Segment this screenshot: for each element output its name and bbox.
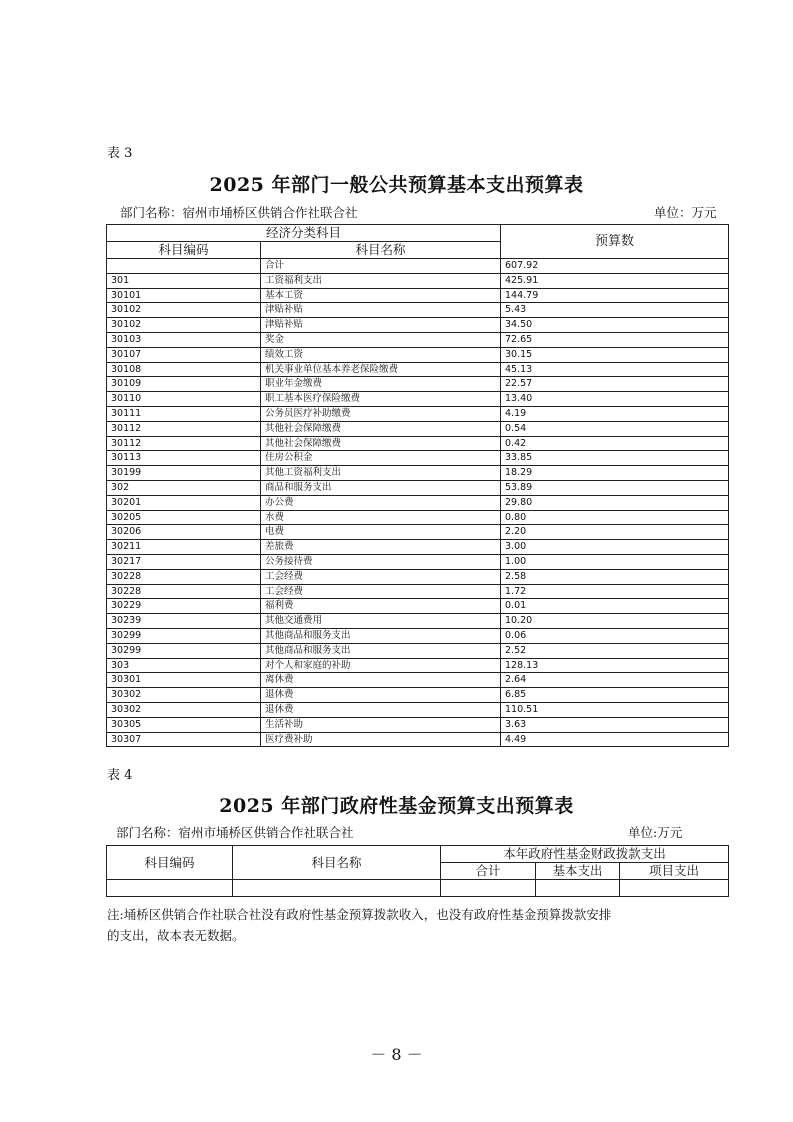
cell-amount: 13.40 [501,392,729,407]
cell-amount: 18.29 [501,466,729,481]
cell-name: 工会经费 [261,584,501,599]
t4-empty-cell [441,880,536,897]
cell-code: 30102 [107,318,261,333]
cell-name: 对个人和家庭的补助 [261,658,501,673]
cell-amount: 2.64 [501,673,729,688]
cell-amount: 0.54 [501,421,729,436]
table-row [107,702,729,717]
cell-code: 30302 [107,702,261,717]
cell-code: 30201 [107,495,261,510]
cell-amount: 128.13 [501,658,729,673]
header-subject-code: 科目编码 [107,242,261,259]
cell-name: 绩效工资 [261,347,501,362]
table-row [107,599,729,614]
cell-code: 303 [107,658,261,673]
cell-code: 30217 [107,554,261,569]
table-row [107,347,729,362]
cell-amount: 3.63 [501,717,729,732]
table-row [107,288,729,303]
t4-header-subject-name: 科目名称 [233,846,441,880]
cell-name: 其他工资福利支出 [261,466,501,481]
cell-amount: 22.57 [501,377,729,392]
page-number: － 8 － [370,1045,423,1064]
cell-amount: 5.43 [501,303,729,318]
table-row [107,332,729,347]
cell-name: 商品和服务支出 [261,480,501,495]
table-row [107,406,729,421]
table-row [107,421,729,436]
t4-header-total: 合计 [441,863,536,880]
cell-code: 30111 [107,406,261,421]
table3-department: 部门名称：宿州市埇桥区供销合作社联合社 [120,205,358,220]
cell-code: 30211 [107,540,261,555]
cell-code: 30206 [107,525,261,540]
table-row [107,614,729,629]
cell-code: 30299 [107,628,261,643]
table-row [107,259,729,274]
cell-name: 奖金 [261,332,501,347]
cell-name: 职业年金缴费 [261,377,501,392]
cell-name: 生活补助 [261,717,501,732]
table-row [107,466,729,481]
cell-amount: 607.92 [501,259,729,274]
cell-amount: 3.00 [501,540,729,555]
table-row [107,451,729,466]
cell-code: 30302 [107,688,261,703]
cell-name: 津贴补贴 [261,318,501,333]
t4-header-fund-expenditure: 本年政府性基金财政拨款支出 [441,846,729,863]
cell-code: 30102 [107,303,261,318]
cell-name: 其他社会保障缴费 [261,436,501,451]
table4-title: 2025 年部门政府性基金预算支出预算表 [219,795,574,817]
table-row [107,688,729,703]
table-row [107,717,729,732]
cell-amount: 29.80 [501,495,729,510]
cell-code: 30199 [107,466,261,481]
cell-name: 机关事业单位基本养老保险缴费 [261,362,501,377]
cell-amount: 4.19 [501,406,729,421]
cell-amount: 34.50 [501,318,729,333]
table-row [107,732,729,747]
cell-name: 离休费 [261,673,501,688]
header-budget-amount: 预算数 [501,225,729,259]
cell-name: 公务员医疗补助缴费 [261,406,501,421]
note-line-2: 的支出，故本表无数据。 [107,928,245,943]
cell-code: 30112 [107,421,261,436]
t4-header-subject-code: 科目编码 [107,846,233,880]
cell-name: 水费 [261,510,501,525]
table-row [107,584,729,599]
cell-amount: 2.52 [501,643,729,658]
note-line-1: 注:埇桥区供销合作社联合社没有政府性基金预算拨款收入，也没有政府性基金预算拨款安排 [107,907,612,922]
t4-header-basic: 基本支出 [536,863,620,880]
t4-empty-cell [536,880,620,897]
cell-code: 30113 [107,451,261,466]
cell-code [107,259,261,274]
cell-code: 30307 [107,732,261,747]
table-row [107,554,729,569]
cell-amount: 2.58 [501,569,729,584]
cell-name: 其他商品和服务支出 [261,628,501,643]
cell-name: 基本工资 [261,288,501,303]
header-economic-classification: 经济分类科目 [107,225,501,242]
cell-code: 30108 [107,362,261,377]
table4-note [107,904,611,946]
table-row [107,658,729,673]
table4-unit: 单位:万元 [628,825,683,840]
cell-amount: 45.13 [501,362,729,377]
cell-amount: 0.01 [501,599,729,614]
cell-code: 30101 [107,288,261,303]
table-row [107,510,729,525]
table-row [107,318,729,333]
cell-name: 工会经费 [261,569,501,584]
cell-name: 公务接待费 [261,554,501,569]
table4-department: 部门名称：宿州市埇桥区供销合作社联合社 [116,825,354,840]
cell-amount: 72.65 [501,332,729,347]
cell-name: 其他商品和服务支出 [261,643,501,658]
cell-code: 301 [107,273,261,288]
cell-amount: 1.72 [501,584,729,599]
cell-amount: 110.51 [501,702,729,717]
cell-code: 30103 [107,332,261,347]
cell-amount: 0.80 [501,510,729,525]
cell-amount: 30.15 [501,347,729,362]
table-row [107,362,729,377]
cell-code: 30110 [107,392,261,407]
cell-code: 30299 [107,643,261,658]
cell-amount: 0.06 [501,628,729,643]
cell-amount: 0.42 [501,436,729,451]
table-row [107,540,729,555]
cell-code: 30109 [107,377,261,392]
cell-name: 住房公积金 [261,451,501,466]
cell-code: 30112 [107,436,261,451]
cell-code: 30205 [107,510,261,525]
cell-name: 退休费 [261,702,501,717]
cell-code: 30239 [107,614,261,629]
table-row [107,569,729,584]
cell-name: 福利费 [261,599,501,614]
table-row [107,628,729,643]
cell-amount: 425.91 [501,273,729,288]
cell-name: 其他社会保障缴费 [261,421,501,436]
cell-code: 30301 [107,673,261,688]
t4-empty-cell [233,880,441,897]
t4-header-project: 项目支出 [620,863,729,880]
t4-empty-cell [107,880,233,897]
cell-name: 退休费 [261,688,501,703]
cell-amount: 53.89 [501,480,729,495]
cell-name: 合计 [261,259,501,274]
table-row [107,495,729,510]
cell-name: 电费 [261,525,501,540]
cell-name: 办公费 [261,495,501,510]
cell-code: 30107 [107,347,261,362]
cell-code: 30305 [107,717,261,732]
table3-title: 2025 年部门一般公共预算基本支出预算表 [209,174,584,196]
cell-amount: 1.00 [501,554,729,569]
table-row [107,273,729,288]
table-row [107,643,729,658]
table-row [107,436,729,451]
cell-name: 差旅费 [261,540,501,555]
cell-amount: 144.79 [501,288,729,303]
table3-body [107,259,729,747]
table-row [107,392,729,407]
cell-code: 30228 [107,584,261,599]
cell-name: 其他交通费用 [261,614,501,629]
table-row [107,525,729,540]
cell-name: 工资福利支出 [261,273,501,288]
cell-code: 30229 [107,599,261,614]
cell-name: 医疗费补助 [261,732,501,747]
budget-table-3 [106,224,729,747]
cell-amount: 2.20 [501,525,729,540]
cell-name: 津贴补贴 [261,303,501,318]
table3-label: 表 3 [107,146,133,161]
t4-empty-cell [620,880,729,897]
table-row [107,377,729,392]
cell-code: 302 [107,480,261,495]
table-row [107,673,729,688]
budget-table-4 [106,845,729,897]
cell-amount: 6.85 [501,688,729,703]
cell-amount: 33.85 [501,451,729,466]
cell-amount: 4.49 [501,732,729,747]
cell-amount: 10.20 [501,614,729,629]
table4-label: 表 4 [107,768,133,783]
cell-name: 职工基本医疗保险缴费 [261,392,501,407]
header-subject-name: 科目名称 [261,242,501,259]
table3-unit: 单位：万元 [654,205,717,220]
t4-empty-row [107,880,729,897]
cell-code: 30228 [107,569,261,584]
table-row [107,480,729,495]
table-row [107,303,729,318]
